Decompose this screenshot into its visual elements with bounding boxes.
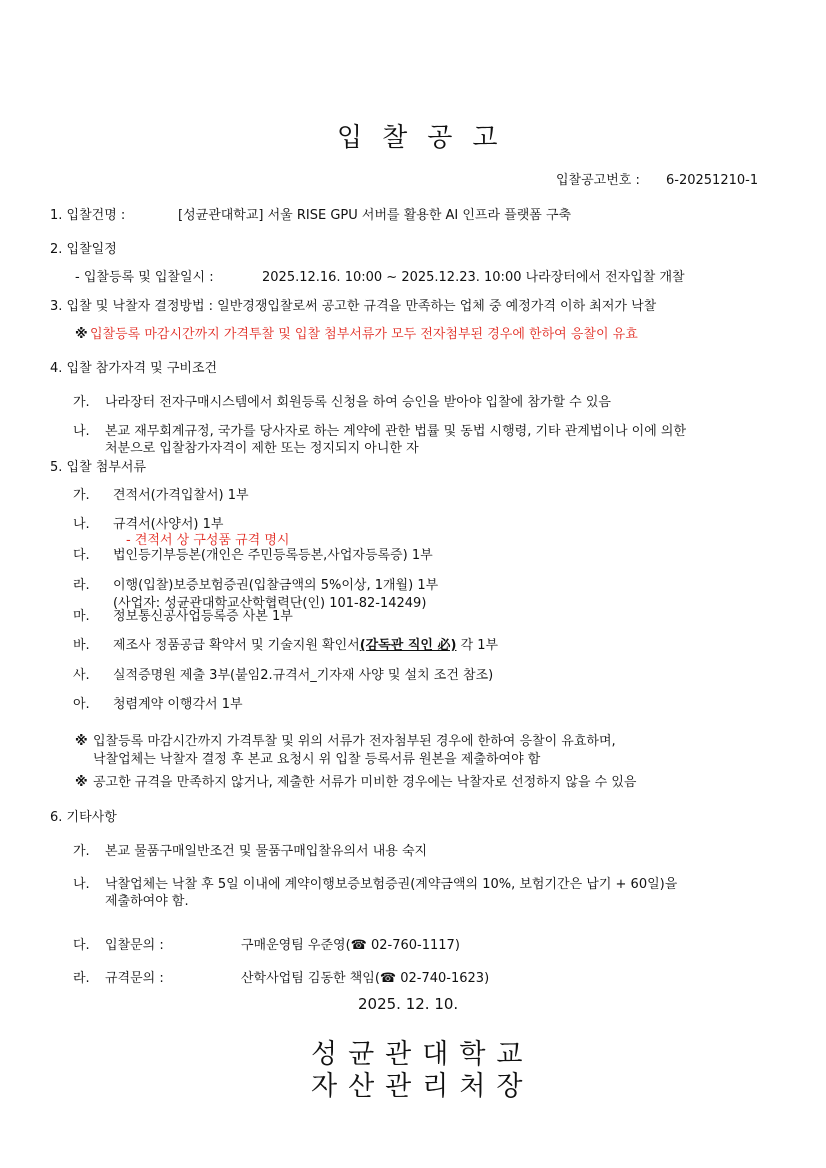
attachment-item: 법인등기부등본(개인은 주민등록등본,사업자등록증) 1부 <box>113 548 433 563</box>
attachment-mark: 사. <box>73 668 90 683</box>
section-4-label: 4. 입찰 참가자격 및 구비조건 <box>50 361 218 376</box>
contact-spec-value: 산학사업팀 김동한 책임(☎ 02-740-1623) <box>241 971 490 986</box>
section-5-note1-line1: 입찰등록 마감시간까지 가격투찰 및 위의 서류가 전자첨부된 경우에 한하여 응찰이 유효하며, <box>93 734 616 749</box>
attachment-mark: 바. <box>73 638 90 653</box>
issuer-org: 성균관대학교 <box>311 1039 534 1070</box>
section-5-note1-line2: 낙찰업체는 낙찰자 결정 후 본교 요청시 위 입찰 등록서류 원본을 제출하여야 함 <box>93 752 541 767</box>
attachment-mark: 마. <box>73 609 90 624</box>
attachment-mark: 아. <box>73 697 90 712</box>
section-6-na-line2: 제출하여야 함. <box>105 894 189 909</box>
attachment-item: 정보통신공사업등록증 사본 1부 <box>113 609 293 624</box>
section-6-na-line1: 낙찰업체는 낙찰 후 5일 이내에 계약이행보증보험증권(계약금액의 10%, 보험기간은 납기 + 60일)을 <box>105 877 678 892</box>
section-5-note2: 공고한 규격을 만족하지 않거나, 제출한 서류가 미비한 경우에는 낙찰자로 선정하지 않을 수 있음 <box>93 775 637 790</box>
attachment-sub-note: (사업자: 성균관대학교산학협력단(인) 101-82-14249) <box>113 596 427 611</box>
attachment-mark: 나. <box>73 517 90 532</box>
section-6-ga: 본교 물품구매일반조건 및 물품구매입찰유의서 내용 숙지 <box>105 844 428 859</box>
section-6-ra-mark: 라. <box>73 971 90 986</box>
page-title: 입찰공고 <box>337 123 518 153</box>
section-1-label: 1. 입찰건명 : <box>50 208 126 223</box>
section-6-label: 6. 기타사항 <box>50 810 117 825</box>
attachment-item: 실적증명원 제출 3부(붙임2.규격서_기자재 사양 및 설치 조건 참조) <box>113 668 494 683</box>
section-1-value: [성균관대학교] 서울 RISE GPU 서버를 활용한 AI 인프라 플랫폼 구축 <box>178 208 572 223</box>
attachment-mark: 다. <box>73 548 90 563</box>
section-6-ga-mark: 가. <box>73 844 90 859</box>
attachment-sub-note: - 견적서 상 구성품 규격 명시 <box>126 533 290 548</box>
section-2-label: 2. 입찰일정 <box>50 242 117 257</box>
section-3-note-mark: ※ <box>75 327 88 342</box>
section-6-na-mark: 나. <box>73 877 90 892</box>
attachment-mark: 라. <box>73 578 90 593</box>
attachment-item: 청렴계약 이행각서 1부 <box>113 697 243 712</box>
attachment-item: 이행(입찰)보증보험증권(입찰금액의 5%이상, 1개월) 1부 <box>113 578 439 593</box>
section-5-note2-mark: ※ <box>75 775 88 790</box>
schedule-label: - 입찰등록 및 입찰일시 : <box>75 270 214 285</box>
attachment-item: 견적서(가격입찰서) 1부 <box>113 488 249 503</box>
section-4-ga: 나라장터 전자구매시스템에서 회원등록 신청을 하여 승인을 받아야 입찰에 참가할 수 있음 <box>105 395 611 410</box>
section-5-note1-mark: ※ <box>75 734 88 749</box>
attachment-item: 규격서(사양서) 1부 <box>113 517 224 532</box>
contact-bid-label: 입찰문의 : <box>105 938 164 953</box>
schedule-value: 2025.12.16. 10:00 ~ 2025.12.23. 10:00 나라장터에서 전자입찰 개찰 <box>262 270 685 285</box>
section-4-ga-mark: 가. <box>73 395 90 410</box>
issue-date: 2025. 12. 10. <box>358 995 459 1013</box>
contact-bid-value: 구매운영팀 우준영(☎ 02-760-1117) <box>241 938 460 953</box>
section-3-label: 3. 입찰 및 낙찰자 결정방법 : 일반경쟁입찰로써 공고한 규격을 만족하는 업체 중 예정가격 이하 최저가 낙찰 <box>50 299 657 314</box>
section-3-note: 입찰등록 마감시간까지 가격투찰 및 입찰 첨부서류가 모두 전자첨부된 경우에 한하여 응찰이 유효 <box>90 327 638 342</box>
section-4-na-line2: 처분으로 입찰참가자격이 제한 또는 정지되지 아니한 자 <box>105 441 419 456</box>
attachment-mark: 가. <box>73 488 90 503</box>
section-6-da-mark: 다. <box>73 938 90 953</box>
section-4-na-mark: 나. <box>73 424 90 439</box>
section-5-label: 5. 입찰 첨부서류 <box>50 460 147 475</box>
section-4-na-line1: 본교 재무회계규정, 국가를 당사자로 하는 계약에 관한 법률 및 동법 시행령, 기타 관계법이나 이에 의한 <box>105 424 686 439</box>
issuer-title: 자산관리처장 <box>311 1071 534 1102</box>
attachment-emphasis: (감독관 직인 必) <box>359 638 457 653</box>
contact-spec-label: 규격문의 : <box>105 971 164 986</box>
attachment-item: 제조사 정품공급 확약서 및 기술지원 확인서(감독관 직인 必) 각 1부 <box>113 638 499 653</box>
notice-number-label: 입찰공고번호 : <box>556 173 640 188</box>
notice-number: 6-20251210-1 <box>666 173 759 188</box>
